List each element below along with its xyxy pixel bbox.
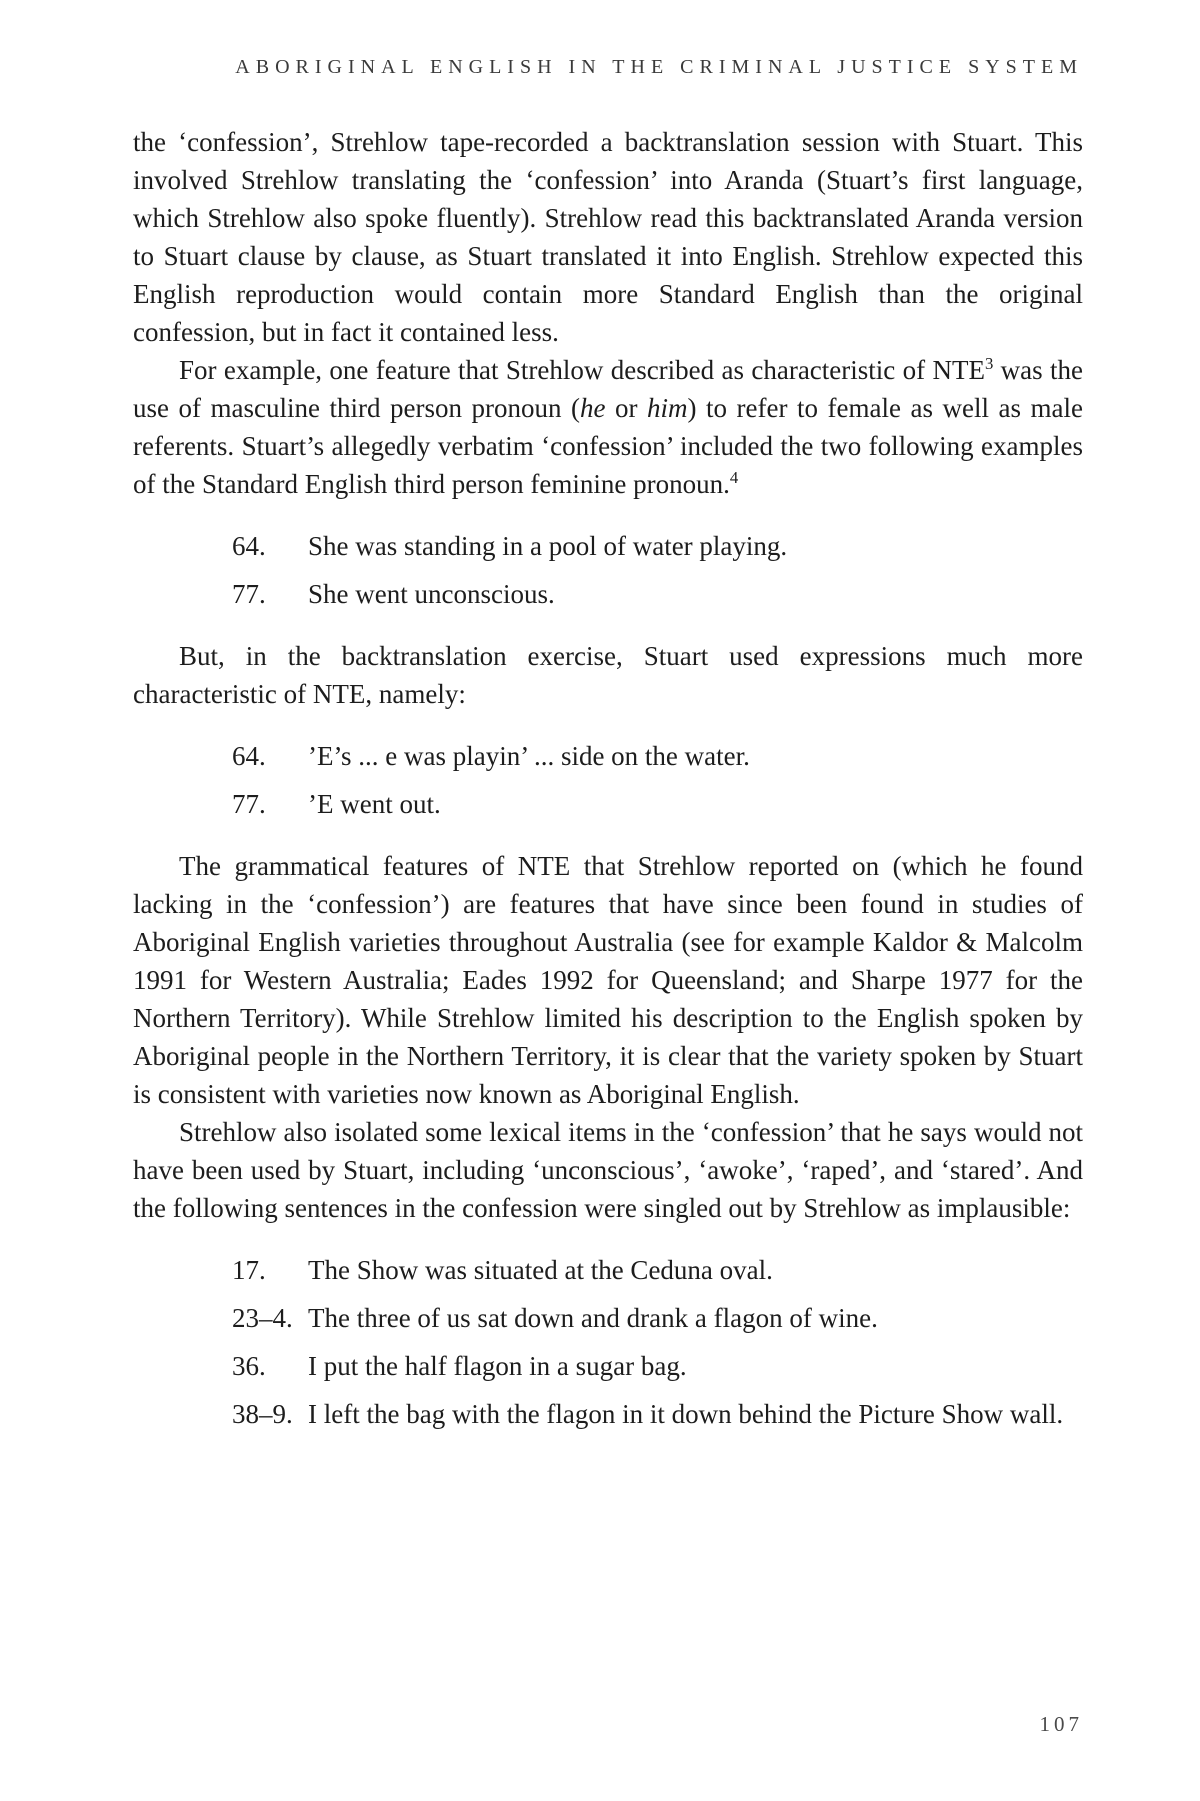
example-text: ’E went out. xyxy=(308,789,441,819)
example-text: ’E’s ... e was playin’ ... side on the water. xyxy=(308,741,750,771)
paragraph-text: ) to refer to female as well as male referents. Stuart’s allegedly verbatim ‘confession’ included the two following examples of the Standard English third person feminine pronoun. xyxy=(133,393,1083,499)
example-number: 64. xyxy=(232,531,266,561)
example-item xyxy=(232,527,1083,565)
paragraph xyxy=(133,123,1083,351)
paragraph xyxy=(133,351,1083,503)
example-number: 17. xyxy=(232,1255,266,1285)
example-list xyxy=(133,1251,1083,1433)
paragraph-text: But, in the backtranslation exercise, Stuart used expressions much more characteristic of NTE, namely: xyxy=(133,641,1083,709)
example-text: The Show was situated at the Ceduna oval. xyxy=(308,1255,773,1285)
page-body xyxy=(133,123,1083,1433)
example-text: She went unconscious. xyxy=(308,579,555,609)
example-number: 23–4. xyxy=(232,1303,293,1333)
example-item xyxy=(232,785,1083,823)
paragraph-text: For example, one feature that Strehlow described as characteristic of NTE xyxy=(179,355,985,385)
example-number: 77. xyxy=(232,579,266,609)
example-number: 36. xyxy=(232,1351,266,1381)
page-number: 107 xyxy=(1039,1712,1083,1736)
example-item xyxy=(232,1395,1083,1433)
example-item xyxy=(232,1299,1083,1337)
example-number: 77. xyxy=(232,789,266,819)
example-item xyxy=(232,1347,1083,1385)
paragraph-text: him xyxy=(647,393,688,423)
paragraph-text: Strehlow also isolated some lexical items in the ‘confession’ that he says would not have been used by Stuart, including ‘unconscious’, ‘awoke’, ‘raped’, and ‘stared’. And the following sentences in the confession were singled out by Strehlow as implausible: xyxy=(133,1117,1083,1223)
example-item xyxy=(232,1251,1083,1289)
paragraph xyxy=(133,847,1083,1113)
example-text: The three of us sat down and drank a flagon of wine. xyxy=(308,1303,878,1333)
paragraph-text: The grammatical features of NTE that Strehlow reported on (which he found lacking in the ‘confession’) are features that have since been found in studies of Aboriginal English varieties throughout Australia (see for example Kaldor & Malcolm 1991 for Western Australia; Eades 1992 for Queensland; and Sharpe 1977 for the Northern Territory). While Strehlow limited his description to the English spoken by Aboriginal people in the Northern Territory, it is clear that the variety spoken by Stuart is consistent with varieties now known as Aboriginal English. xyxy=(133,851,1083,1109)
example-text: She was standing in a pool of water playing. xyxy=(308,531,788,561)
paragraph-text: the ‘confession’, Strehlow tape-recorded a backtranslation session with Stuart. This involved Strehlow translating the ‘confession’ into Aranda (Stuart’s first language, which Strehlow also spoke fluently). Strehlow read this backtranslated Aranda version to Stuart clause by clause, as Stuart translated it into English. Strehlow expected this English reproduction would contain more Standard English than the original confession, but in fact it contained less. xyxy=(133,127,1083,347)
paragraph xyxy=(133,637,1083,713)
example-list xyxy=(133,527,1083,613)
running-header: ABORIGINAL ENGLISH IN THE CRIMINAL JUSTICE SYSTEM xyxy=(235,56,1083,78)
example-item xyxy=(232,575,1083,613)
footnote-marker: 4 xyxy=(729,468,739,487)
paragraph-text: or xyxy=(605,393,648,423)
example-number: 38–9. xyxy=(232,1399,293,1429)
example-text: I left the bag with the flagon in it down behind the Picture Show wall. xyxy=(308,1399,1064,1429)
paragraph xyxy=(133,1113,1083,1227)
example-list xyxy=(133,737,1083,823)
example-text: I put the half flagon in a sugar bag. xyxy=(308,1351,687,1381)
paragraph-text: was the use of masculine third person pronoun ( xyxy=(133,355,1083,423)
example-item xyxy=(232,737,1083,775)
footnote-marker: 3 xyxy=(984,354,994,373)
paragraph-text: he xyxy=(580,393,606,423)
example-number: 64. xyxy=(232,741,266,771)
